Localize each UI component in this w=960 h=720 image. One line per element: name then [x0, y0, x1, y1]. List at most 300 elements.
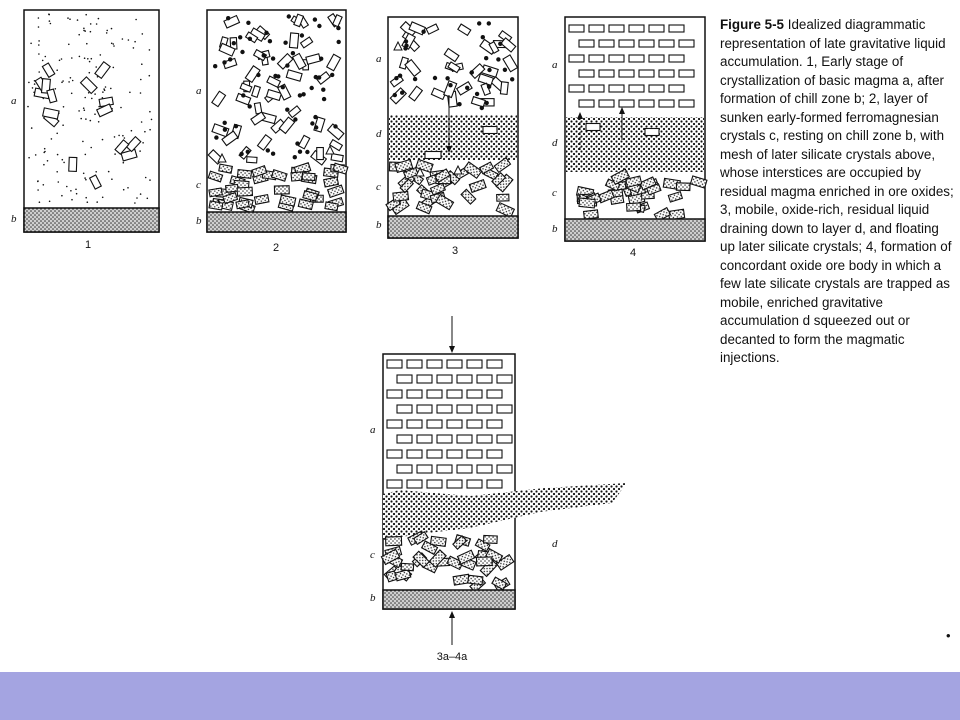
silicate-brick: [619, 40, 634, 47]
fine-dot: [114, 153, 116, 155]
fine-dot: [30, 43, 32, 45]
oxide-droplet: [266, 148, 270, 152]
oxide-droplet: [234, 124, 238, 128]
fine-dot: [62, 159, 64, 161]
silicate-brick: [629, 55, 644, 62]
silicate-crystal: [247, 157, 257, 163]
fine-dot: [84, 97, 86, 99]
silicate-brick: [599, 70, 614, 77]
fine-dot: [141, 63, 143, 65]
silicate-brick: [629, 85, 644, 92]
oxide-droplet: [271, 152, 275, 156]
oxide-droplet: [228, 57, 232, 61]
oxide-droplet: [393, 93, 397, 97]
oxide-droplet: [271, 56, 275, 60]
oxide-droplet: [283, 41, 287, 45]
fine-dot: [71, 93, 73, 95]
ferromagnesian-crystal: [584, 210, 599, 219]
oxide-droplet: [246, 21, 250, 25]
panel-3-number: 3: [451, 245, 459, 257]
silicate-brick: [397, 375, 412, 383]
figure-caption-text: Idealized diagrammatic representation of late gravitative liquid accumulation. 1, Early stage of crystallization of basic magma a, after formation of chill zone b; 2, layer of sunken early-formed ferromagnesian crystals c, resting on chill zone b, with mesh of later silicate crystals above, whose interstices are occupied by residual magma enriched in ore oxides; 3, mobile, oxide-rich, residual liquid draining down to layer d, and floating up later silicate crystals; 4, formation of concordant oxide ore body in which a few late silicate crystals are trapped as mobile, enriched gravitative accumulation d squeezed out or decanted to form the magmatic injections.: [720, 17, 954, 365]
oxide-droplet: [321, 88, 325, 92]
fine-dot: [100, 54, 102, 56]
fine-dot: [140, 79, 142, 81]
panel-2-label-b: b: [196, 215, 202, 227]
silicate-brick: [467, 420, 482, 428]
fine-dot: [37, 181, 39, 183]
silicate-brick: [387, 420, 402, 428]
oxide-droplet: [404, 39, 408, 43]
silicate-brick: [477, 435, 492, 443]
silicate-brick: [639, 100, 654, 107]
fine-dot: [128, 39, 130, 41]
silicate-brick: [579, 40, 594, 47]
silicate-brick: [497, 375, 512, 383]
silicate-brick: [397, 405, 412, 413]
fine-dot: [62, 80, 64, 82]
silicate-brick: [619, 70, 634, 77]
panel-5-bottom-arrowhead: [449, 611, 455, 618]
ferromagnesian-crystal: [401, 563, 414, 570]
panel-1-label-b: b: [11, 213, 17, 225]
silicate-brick: [579, 70, 594, 77]
panel-3-label-c: c: [376, 181, 381, 193]
fine-dot: [38, 53, 40, 55]
fine-dot: [72, 80, 74, 82]
panel-2-label-c: c: [196, 179, 201, 191]
fine-dot: [113, 43, 115, 45]
panel-2-number: 2: [272, 242, 280, 254]
oxide-droplet: [317, 24, 321, 28]
silicate-brick: [669, 55, 684, 62]
silicate-brick: [457, 435, 472, 443]
panel-2: [196, 10, 348, 254]
oxide-droplet: [310, 121, 314, 125]
fine-dot: [56, 171, 58, 173]
silicate-brick: [447, 480, 462, 488]
ferromagnesian-crystal: [393, 192, 409, 202]
fine-dot: [122, 135, 124, 137]
silicate-brick: [659, 40, 674, 47]
fine-dot: [67, 17, 69, 19]
silicate-brick: [427, 360, 442, 368]
panel-5-label-b: b: [370, 592, 376, 604]
ferromagnesian-crystal: [325, 202, 338, 211]
silicate-brick: [649, 25, 664, 32]
oxide-droplet: [337, 40, 341, 44]
fine-dot: [47, 160, 49, 162]
panel-3-label-b: b: [376, 219, 382, 231]
fine-dot: [140, 92, 142, 94]
oxide-droplet: [232, 41, 236, 45]
silicate-brick: [629, 25, 644, 32]
fine-dot: [78, 34, 80, 36]
oxide-droplet: [413, 77, 417, 81]
panel-5-label-d: d: [552, 538, 558, 550]
silicate-brick: [609, 55, 624, 62]
silicate-brick: [569, 25, 584, 32]
fine-dot: [85, 14, 87, 16]
silicate-brick: [497, 465, 512, 473]
fine-dot: [91, 98, 93, 100]
silicate-brick: [659, 100, 674, 107]
fine-dot: [102, 197, 104, 199]
fine-dot: [49, 201, 51, 203]
oxide-droplet: [214, 135, 218, 139]
oxide-droplet: [298, 93, 302, 97]
silicate-brick: [447, 420, 462, 428]
oxide-droplet: [485, 101, 489, 105]
panel-4: [552, 17, 707, 259]
silicate-brick: [487, 450, 502, 458]
oxide-droplet: [305, 150, 309, 154]
panel-4-chill-zone: [565, 219, 705, 241]
silicate-brick: [477, 465, 492, 473]
silicate-brick: [497, 435, 512, 443]
oxide-droplet: [445, 76, 449, 80]
fine-dot: [43, 184, 45, 186]
oxide-droplet: [293, 155, 297, 159]
fine-dot: [103, 88, 105, 90]
fine-dot: [114, 136, 116, 138]
ferromagnesian-crystal: [453, 574, 470, 585]
silicate-crystal: [289, 33, 298, 48]
fine-dot: [127, 187, 129, 189]
fine-dot: [85, 197, 87, 199]
fine-dot: [111, 43, 113, 45]
ferromagnesian-crystal: [226, 184, 239, 192]
oxide-droplet: [241, 93, 245, 97]
panel-5-label-c: c: [370, 549, 375, 561]
silicate-crystal: [317, 148, 324, 160]
fine-dot: [122, 38, 124, 40]
fine-dot: [56, 69, 58, 71]
silicate-brick: [457, 405, 472, 413]
fine-dot: [105, 86, 107, 88]
fine-dot: [118, 135, 120, 137]
panel-1-label-a: a: [11, 95, 17, 107]
fine-dot: [141, 121, 143, 123]
oxide-droplet: [238, 35, 242, 39]
silicate-brick: [589, 55, 604, 62]
fine-dot: [142, 33, 144, 35]
fine-dot: [42, 60, 44, 62]
fine-dot: [45, 56, 47, 58]
oxide-droplet: [291, 51, 295, 55]
oxide-droplet: [310, 86, 314, 90]
oxide-droplet: [223, 121, 227, 125]
fine-dot: [63, 106, 65, 108]
fine-dot: [38, 17, 40, 19]
fine-dot: [37, 189, 39, 191]
fine-dot: [39, 201, 41, 203]
oxide-droplet: [319, 57, 323, 61]
fine-dot: [48, 14, 50, 16]
fine-dot: [56, 133, 58, 135]
fine-dot: [131, 130, 133, 132]
silicate-brick: [487, 390, 502, 398]
fine-dot: [111, 178, 113, 180]
fine-dot: [32, 87, 34, 89]
ferromagnesian-crystal: [274, 186, 289, 194]
silicate-brick: [437, 465, 452, 473]
oxide-droplet: [448, 83, 452, 87]
fine-dot: [85, 154, 87, 156]
silicate-brick: [397, 435, 412, 443]
fine-dot: [96, 23, 98, 25]
oxide-droplet: [496, 57, 500, 61]
oxide-droplet: [333, 124, 337, 128]
silicate-brick: [467, 450, 482, 458]
oxide-droplet: [301, 92, 305, 96]
panel-3-layer-d: [389, 115, 517, 160]
oxide-droplet: [222, 60, 226, 64]
silicate-brick: [407, 360, 422, 368]
ferromagnesian-crystal: [237, 170, 251, 179]
ferromagnesian-crystal: [676, 183, 690, 191]
panel-2-chill-zone: [207, 212, 346, 232]
oxide-droplet: [487, 85, 491, 89]
silicate-brick: [387, 450, 402, 458]
silicate-brick: [497, 405, 512, 413]
fine-dot: [76, 193, 78, 195]
fine-dot: [31, 127, 33, 129]
silicate-brick: [447, 450, 462, 458]
panel-4-label-a: a: [552, 59, 558, 71]
silicate-brick: [457, 465, 472, 473]
silicate-brick: [387, 390, 402, 398]
fine-dot: [77, 19, 79, 21]
ferromagnesian-crystal: [497, 194, 509, 201]
silicate-brick: [679, 100, 694, 107]
fine-dot: [106, 30, 108, 32]
fine-dot: [95, 171, 97, 173]
fine-dot: [98, 18, 100, 20]
silicate-brick: [589, 25, 604, 32]
silicate-brick: [427, 420, 442, 428]
fine-dot: [89, 61, 91, 63]
panel-4-label-d: d: [552, 137, 558, 149]
silicate-brick: [447, 390, 462, 398]
silicate-brick: [447, 360, 462, 368]
panel-3-chill-zone: [388, 216, 518, 238]
silicate-brick: [427, 390, 442, 398]
fine-dot: [124, 137, 126, 139]
silicate-brick: [589, 85, 604, 92]
ferromagnesian-crystal: [468, 575, 483, 584]
ferromagnesian-crystal: [476, 557, 492, 566]
fine-dot: [70, 77, 72, 79]
fine-dot: [34, 83, 36, 85]
fine-dot: [129, 92, 131, 94]
silicate-crystal: [331, 154, 343, 162]
fine-dot: [43, 164, 45, 166]
fine-dot: [38, 44, 40, 46]
silicate-brick: [679, 40, 694, 47]
fine-dot: [38, 40, 40, 42]
silicate-brick: [579, 100, 594, 107]
silicate-brick: [407, 420, 422, 428]
fine-dot: [90, 147, 92, 149]
oxide-droplet: [498, 42, 502, 46]
oxide-droplet: [487, 68, 491, 72]
silicate-brick: [659, 70, 674, 77]
oxide-droplet: [487, 21, 491, 25]
silicate-brick: [417, 465, 432, 473]
oxide-droplet: [470, 70, 474, 74]
fine-dot: [149, 129, 151, 131]
fine-dot: [102, 139, 104, 141]
oxide-droplet: [400, 91, 404, 95]
oxide-droplet: [295, 141, 299, 145]
silicate-brick: [437, 435, 452, 443]
silicate-brick: [457, 375, 472, 383]
oxide-droplet: [281, 85, 285, 89]
fine-dot: [90, 31, 92, 33]
fine-dot: [149, 111, 151, 113]
fine-dot: [38, 26, 40, 28]
oxide-droplet: [336, 26, 340, 30]
fine-dot: [71, 57, 73, 59]
fine-dot: [82, 141, 84, 143]
fine-dot: [83, 107, 85, 109]
fine-dot: [151, 119, 153, 121]
fine-dot: [147, 198, 149, 200]
oxide-droplet: [240, 50, 244, 54]
oxide-droplet: [273, 74, 277, 78]
silicate-brick: [569, 55, 584, 62]
fine-dot: [133, 47, 135, 49]
silicate-brick: [639, 40, 654, 47]
panel-5-label-a: a: [370, 424, 376, 436]
fine-dot: [80, 118, 82, 120]
panel-1-frame: [24, 10, 159, 232]
silicate-brick: [417, 405, 432, 413]
silicate-brick: [619, 100, 634, 107]
silicate-brick: [467, 390, 482, 398]
figure-caption-id: Figure 5-5: [720, 17, 784, 32]
oxide-droplet: [248, 104, 252, 108]
oxide-droplet: [421, 30, 425, 34]
panel-3-label-a: a: [376, 53, 382, 65]
fine-dot: [108, 171, 110, 173]
silicate-brick: [649, 85, 664, 92]
fine-dot: [106, 32, 108, 34]
panel-1-chill-zone: [24, 208, 159, 232]
panel-1: [11, 10, 159, 251]
silicate-brick: [437, 375, 452, 383]
panel-3a-4a: [370, 316, 627, 663]
fine-dot: [55, 88, 57, 90]
panel-5-number: 3a–4a: [436, 651, 468, 663]
ferromagnesian-crystal: [209, 188, 222, 197]
silicate-brick: [417, 435, 432, 443]
panel-2-label-a: a: [196, 85, 202, 97]
fine-dot: [120, 107, 122, 109]
ferromagnesian-crystal: [237, 187, 252, 196]
ferromagnesian-crystal: [627, 203, 641, 211]
fine-dot: [90, 120, 92, 122]
ferromagnesian-crystal: [579, 198, 595, 208]
oxide-droplet: [480, 106, 484, 110]
fine-dot: [149, 179, 151, 181]
fine-dot: [35, 154, 37, 156]
silicate-brick: [679, 70, 694, 77]
ferromagnesian-crystal: [302, 173, 315, 181]
fine-dot: [140, 193, 142, 195]
fine-dot: [94, 93, 96, 95]
fine-dot: [62, 124, 64, 126]
silicate-brick: [599, 100, 614, 107]
silicate-brick: [669, 25, 684, 32]
oxide-droplet: [262, 53, 266, 57]
fine-dot: [83, 28, 85, 30]
silicate-crystal: [500, 82, 508, 95]
oxide-droplet: [433, 76, 437, 80]
silicate-brick: [467, 480, 482, 488]
fine-dot: [27, 106, 29, 108]
ferromagnesian-crystal: [386, 537, 402, 546]
silicate-brick: [487, 420, 502, 428]
fine-dot: [87, 201, 89, 203]
fine-dot: [96, 201, 98, 203]
fine-dot: [28, 82, 30, 84]
silicate-brick: [639, 70, 654, 77]
oxide-droplet: [403, 46, 407, 50]
crystal: [69, 157, 77, 171]
oxide-droplet: [481, 35, 485, 39]
silicate-brick: [487, 360, 502, 368]
panel-5-chill-zone: [383, 590, 515, 609]
fine-dot: [139, 150, 141, 152]
oxide-droplet: [314, 125, 318, 129]
oxide-droplet: [330, 73, 334, 77]
fine-dot: [68, 44, 70, 46]
floating-crystal: [425, 152, 441, 159]
oxide-droplet: [293, 117, 297, 121]
fine-dot: [57, 154, 59, 156]
fine-dot: [98, 121, 100, 123]
oxide-droplet: [264, 31, 268, 35]
trapped-crystal: [586, 124, 600, 131]
fine-dot: [142, 142, 144, 144]
silicate-brick: [609, 85, 624, 92]
fine-dot: [134, 41, 136, 43]
fine-dot: [79, 56, 81, 58]
oxide-droplet: [239, 152, 243, 156]
oxide-droplet: [394, 76, 398, 80]
silicate-brick: [437, 405, 452, 413]
fine-dot: [83, 173, 85, 175]
fine-dot: [49, 20, 51, 22]
fine-dot: [110, 88, 112, 90]
oxide-droplet: [477, 21, 481, 25]
oxide-droplet: [457, 102, 461, 106]
fine-dot: [94, 113, 96, 115]
fine-dot: [63, 162, 65, 164]
ferromagnesian-crystal: [209, 201, 223, 210]
fine-dot: [44, 148, 46, 150]
silicate-brick: [569, 85, 584, 92]
oxide-droplet: [213, 64, 217, 68]
silicate-brick: [407, 390, 422, 398]
fine-dot: [71, 199, 73, 201]
fine-dot: [51, 138, 53, 140]
ferromagnesian-crystal: [483, 535, 497, 543]
silicate-brick: [417, 375, 432, 383]
fine-dot: [50, 23, 52, 25]
